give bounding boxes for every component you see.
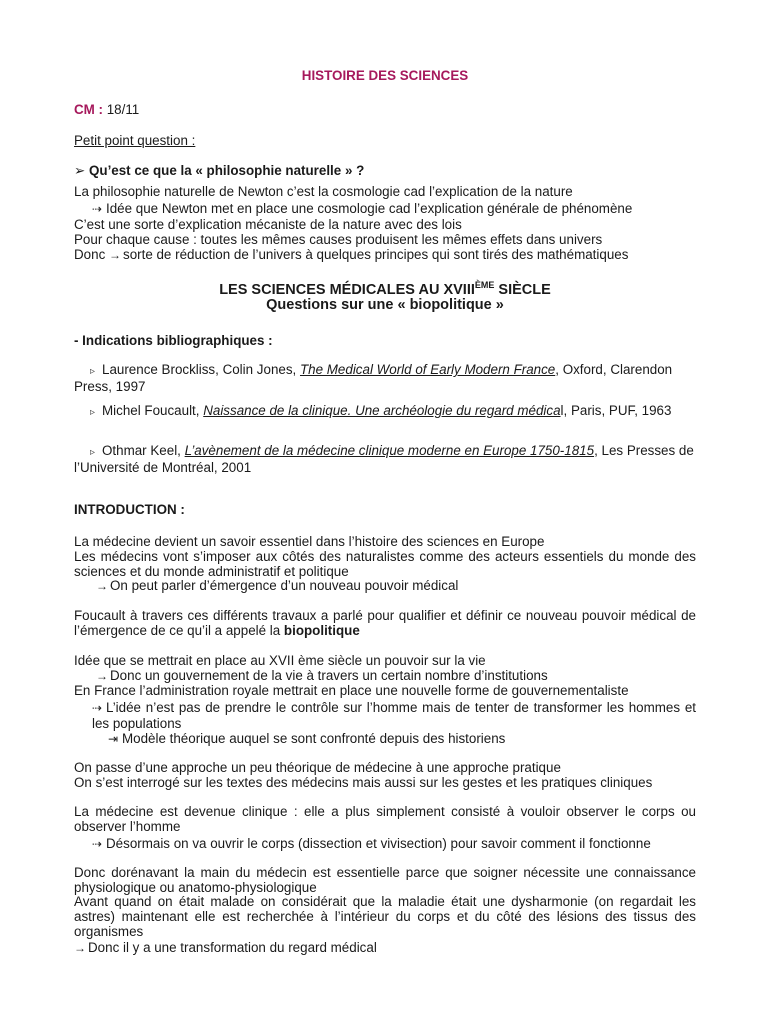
arrowhead-bullet-icon: ➢ — [74, 163, 86, 178]
intro-p6-text: Donc un gouvernement de la vie à travers un certain nombre d’institutions — [110, 668, 548, 683]
philo-line-4: Pour chaque cause : toutes les mêmes causes produisent les mêmes effets dans univers — [74, 232, 603, 247]
dotted-arrow-icon: ⇢ — [92, 837, 103, 851]
biblio-item-1-rest: , Oxford, Clarendon Press, 1997 — [74, 362, 673, 395]
petit-point: Petit point question : — [74, 133, 196, 148]
biblio-item-3 — [74, 443, 696, 475]
biblio-title: - Indications bibliographiques : — [74, 333, 273, 348]
intro-p4-text: Foucault à travers ces différents travaux a parlé pour qualifier et définir ce nouveau pouvoir médical de l’émergence de ce qu’il a appelé la — [74, 608, 696, 639]
philo-line-5-prefix: Donc — [74, 247, 106, 262]
bar-arrow-icon: ⇥ — [108, 732, 119, 746]
question-text: Qu’est ce que la « philosophie naturelle » ? — [88, 163, 365, 178]
biblio-item-2 — [74, 403, 696, 420]
arrow-icon: → — [96, 669, 108, 683]
philo-line-1: La philosophie naturelle de Newton c’est la cosmologie cad l’explication de la nature — [74, 184, 573, 199]
intro-p11: On s’est interrogé sur les textes des médecins mais aussi sur les gestes et les pratiques cliniques — [74, 775, 653, 790]
intro-p9 — [108, 731, 696, 747]
dotted-arrow-icon: ⇢ — [92, 202, 103, 216]
cm-date: 18/11 — [103, 102, 140, 117]
heading-sup: ÈME — [474, 280, 495, 290]
cm-line — [74, 102, 696, 117]
intro-title: INTRODUCTION : — [74, 502, 185, 517]
cm-label: CM : — [74, 102, 104, 117]
philo-line-2 — [92, 201, 696, 217]
triangle-icon: ▹ — [90, 366, 96, 377]
intro-p1: La médecine devient un savoir essentiel dans l’histoire des sciences en Europe — [74, 534, 545, 549]
biblio-item-1-author: Laurence Brockliss, Colin Jones, — [102, 362, 300, 377]
intro-p2: Les médecins vont s’imposer aux côtés des naturalistes comme des acteurs essentiels du monde des sciences et du monde administratif et politique — [74, 549, 696, 580]
intro-p6 — [96, 668, 696, 684]
arrow-icon: → — [96, 579, 108, 593]
biblio-item-1-work: The Medical World of Early Modern France — [299, 362, 556, 377]
intro-p13-text: Désormais on va ouvrir le corps (dissection et vivisection) pour savoir comment il fonctionne — [106, 836, 651, 851]
triangle-icon: ▹ — [90, 447, 96, 458]
intro-p15: Avant quand on était malade on considérait que la maladie était une dysharmonie (on regardait les astres) maintenant elle est recherchée à l’intérieur du corps et du côté des lésions des tissus des organismes — [74, 894, 696, 940]
intro-p4 — [74, 608, 696, 638]
doc-title: HISTOIRE DES SCIENCES — [301, 68, 469, 83]
biblio-item-3-rest: , Les Presses de l’Université de Montréal, 2001 — [74, 443, 694, 476]
dotted-arrow-icon: ⇢ — [92, 701, 103, 715]
intro-p10: On passe d’une approche un peu théorique de médecine à une approche pratique — [74, 760, 561, 775]
intro-p16-text: Donc il y a une transformation du regard médical — [88, 940, 377, 955]
intro-p16 — [74, 940, 696, 956]
intro-p7: En France l’administration royale mettrait en place une nouvelle forme de gouvernementaliste — [74, 683, 629, 698]
biblio-item-3-author: Othmar Keel, — [102, 443, 185, 458]
philo-line-5-text: sorte de réduction de l’univers à quelques principes qui sont tirés des mathématiques — [123, 247, 629, 262]
philo-line-5 — [74, 247, 696, 263]
biblio-item-3-work: L’avènement de la médecine clinique moderne en Europe 1750-1815 — [184, 443, 595, 458]
intro-p8 — [92, 700, 696, 731]
triangle-icon: ▹ — [90, 407, 96, 418]
section-heading — [74, 278, 696, 298]
intro-p8-text: L’idée n’est pas de prendre le contrôle sur l’homme mais de tenter de transformer les hommes et les populations — [92, 700, 696, 732]
intro-p13 — [92, 836, 696, 852]
philo-line-2-text: Idée que Newton met en place une cosmologie cad l’explication générale de phénomène — [106, 201, 633, 216]
heading-main-post: SIÈCLE — [494, 281, 551, 298]
arrow-icon: → — [109, 248, 121, 262]
intro-p3 — [96, 578, 696, 594]
section-subheading: Questions sur une « biopolitique » — [266, 297, 504, 313]
biblio-item-2-work: Naissance de la clinique. Une archéologie du regard médica — [203, 403, 561, 418]
question-line — [74, 163, 696, 178]
arrow-icon: → — [74, 941, 86, 955]
intro-p12: La médecine est devenue clinique : elle a plus simplement consisté à vouloir observer le corps ou observer l’homme — [74, 804, 696, 835]
intro-p3-text: On peut parler d’émergence d’un nouveau pouvoir médical — [110, 578, 459, 593]
intro-p4-bold: biopolitique — [283, 623, 360, 639]
biblio-item-2-rest: l, Paris, PUF, 1963 — [560, 403, 672, 418]
heading-main: LES SCIENCES MÉDICALES AU XVIII — [219, 281, 475, 298]
biblio-item-2-author: Michel Foucault, — [102, 403, 204, 418]
intro-p14: Donc dorénavant la main du médecin est essentielle parce que soigner nécessite une connaissance physiologique ou anatomo-physiologique — [74, 865, 696, 896]
intro-p5: Idée que se mettrait en place au XVII ème siècle un pouvoir sur la vie — [74, 653, 486, 668]
intro-p9-text: Modèle théorique auquel se sont confronté depuis des historiens — [122, 731, 506, 746]
philo-line-3: C’est une sorte d’explication mécaniste de la nature avec des lois — [74, 217, 462, 232]
biblio-item-1 — [74, 362, 696, 394]
